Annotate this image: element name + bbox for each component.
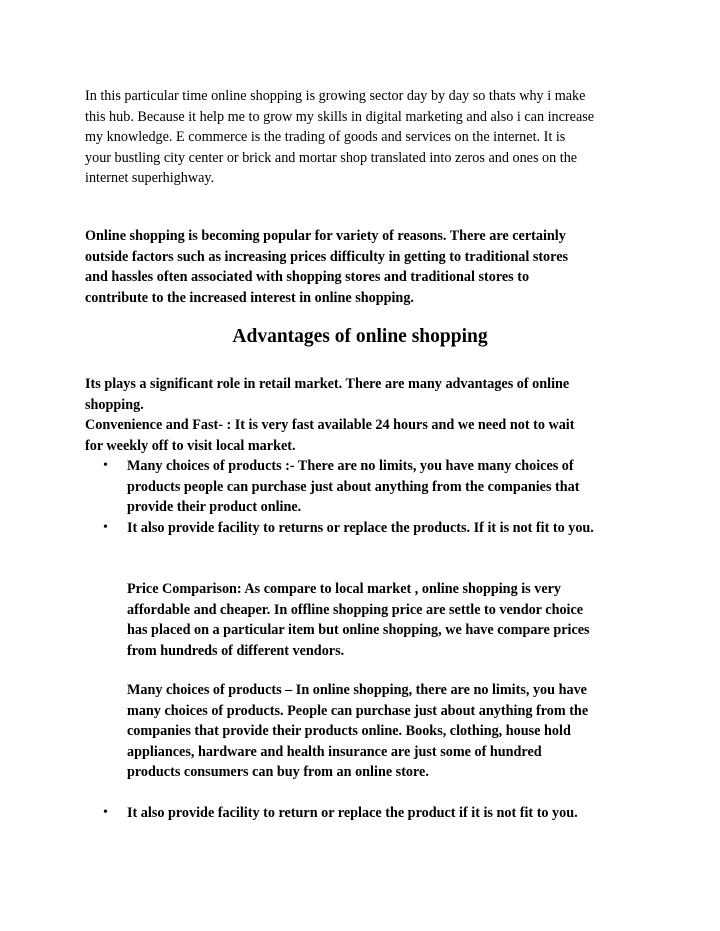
- bullet-item: [103, 456, 657, 518]
- popular-line: Online shopping is becoming popular for variety of reasons. There are certainly: [85, 228, 566, 244]
- popular-line: contribute to the increased interest in online shopping.: [85, 289, 414, 306]
- bullet-line: Many choices of products :- There are no limits, you have many choices of: [127, 458, 574, 474]
- price-comparison-line: from hundreds of different vendors.: [127, 642, 345, 659]
- popular-line: and hassles often associated with shopping stores and traditional stores to: [85, 269, 530, 286]
- bullet-line: It also provide facility to return or replace the product if it is not fit to you.: [127, 805, 578, 821]
- price-comparison-paragraph: [127, 579, 657, 661]
- role-paragraph: [85, 374, 645, 456]
- price-comparison-line: Price Comparison: As compare to local market , online shopping is very: [127, 581, 562, 597]
- price-comparison-line: has placed on a particular item but online shopping, we have compare prices: [127, 622, 590, 639]
- intro-line: In this particular time online shopping is growing sector day by day so thats why i make: [85, 88, 586, 104]
- price-comparison-line: affordable and cheaper. In offline shopping price are settle to vendor choice: [127, 601, 584, 618]
- bullet-line: provide their product online.: [127, 499, 302, 516]
- bullet-line: It also provide facility to returns or replace the products. If it is not fit to you.: [127, 520, 594, 536]
- bullet-item: [103, 803, 657, 824]
- many-choices-line: products consumers can buy from an online store.: [127, 764, 429, 781]
- popular-paragraph: [85, 226, 645, 308]
- section-heading: Advantages of online shopping: [232, 326, 488, 347]
- intro-line: my knowledge. E commerce is the trading of goods and services on the internet. It is: [85, 129, 566, 146]
- role-line: Its plays a significant role in retail market. There are many advantages of online: [85, 376, 570, 392]
- many-choices-line: appliances, hardware and health insurance are just some of hundred: [127, 743, 542, 760]
- intro-line: your bustling city center or brick and mortar shop translated into zeros and ones on the: [85, 149, 578, 166]
- intro-line: internet superhighway.: [85, 170, 215, 187]
- bullet-icon: •: [103, 805, 108, 820]
- bullet-item: [103, 518, 657, 539]
- many-choices-line: many choices of products. People can purchase just about anything from the: [127, 702, 589, 719]
- role-line: for weekly off to visit local market.: [85, 437, 296, 454]
- intro-line: this hub. Because it help me to grow my skills in digital marketing and also i can increase: [85, 108, 595, 125]
- role-line: Convenience and Fast- : It is very fast available 24 hours and we need not to wait: [85, 417, 575, 434]
- many-choices-paragraph: [127, 680, 657, 783]
- many-choices-line: companies that provide their products online. Books, clothing, house hold: [127, 723, 571, 740]
- bullet-icon: •: [103, 458, 108, 473]
- intro-paragraph: [85, 86, 645, 189]
- bullet-line: products people can purchase just about anything from the companies that: [127, 478, 580, 495]
- many-choices-line: Many choices of products – In online shopping, there are no limits, you have: [127, 682, 587, 698]
- role-line: shopping.: [85, 396, 144, 413]
- bullet-icon: •: [103, 520, 108, 535]
- popular-line: outside factors such as increasing prices difficulty in getting to traditional stores: [85, 248, 569, 265]
